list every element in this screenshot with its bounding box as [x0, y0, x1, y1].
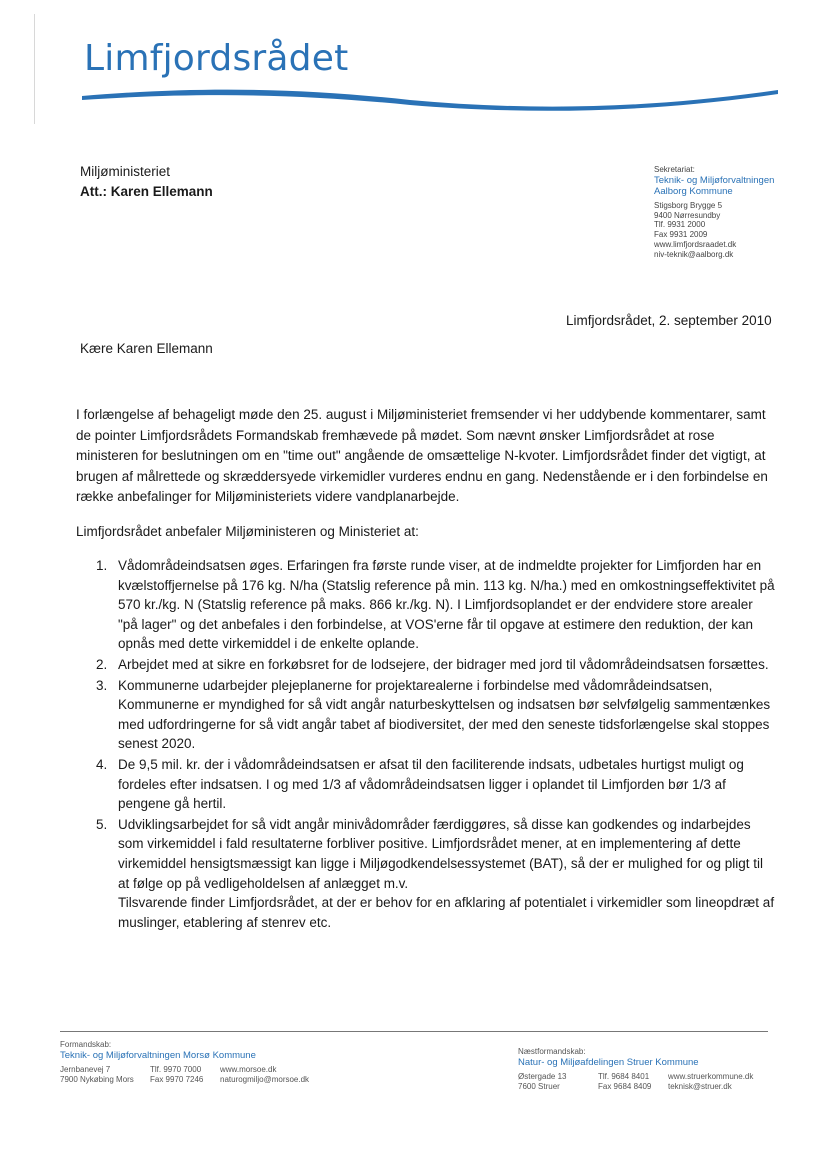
secretariat-fax: Fax 9931 2009	[654, 230, 708, 240]
secretariat-org1: Teknik- og Miljøforvaltningen	[654, 174, 775, 186]
footer-right-email: teknisk@struer.dk	[668, 1082, 732, 1091]
intro-paragraph: I forlængelse af behageligt møde den 25. august i Miljøministeriet fremsender vi her uddybende kommentarer, samt de pointer Limfjordsrådets Formandskab fremhævede på mødet. Som nævnt ønsker Limfjordsrådet at rose ministeren for beslutningen om en "time out" angående de omsættelige N-kvoter. Limfjordsrådet finder det vigtigt, at brugen af målrettede og skræddersyede virkemidler vurderes endnu en gang. Nedenstående er i den forbindelse en række anbefalinger for Miljøministeriets videre vandplanarbejde.	[76, 407, 768, 504]
footer-right-addr1: Østergade 13	[518, 1072, 567, 1081]
scan-edge-mark	[34, 14, 35, 124]
footer-left	[60, 1040, 309, 1085]
footer-right-phone: Tlf. 9684 8401	[598, 1072, 650, 1081]
list-item	[96, 556, 776, 654]
footer-left-web: www.morsoe.dk	[220, 1065, 277, 1074]
item-extra-text: Tilsvarende finder Limfjordsrådet, at der er behov for en afklaring af potentialet i virkemidler som lineopdræt af muslinger, etablering af stenrev etc.	[118, 895, 775, 930]
item-text: Vådområdeindsatsen øges. Erfaringen fra første runde viser, at de indmeldte projekter for Limfjorden har en kvælstoffjernelse på 176 kg. N/ha (Statslig reference på min. 113 kg. N/ha.) med en omkostningseffektivitet på 570 kr./kg. N (Statslig reference på maks. 866 kr./kg. N). I Limfjordsoplandet er der endvidere store arealer "på lager" og det anbefales i den forbindelse, at VOS'erne får til opgave at estimere den reduktion, der kan opnås med dette virkemiddel i de enkelte oplande.	[118, 558, 775, 652]
footer-left-label: Formandskab:	[60, 1040, 112, 1049]
footer-right-addr2: 7600 Struer	[518, 1082, 560, 1091]
recipient-attention: Att.: Karen Ellemann	[80, 184, 213, 199]
recommendation-lead: Limfjordsrådet anbefaler Miljøministeren og Ministeriet at:	[76, 524, 419, 539]
secretariat-email: niv-teknik@aalborg.dk	[654, 249, 734, 259]
secretariat-web: www.limfjordsraadet.dk	[654, 239, 737, 249]
list-item	[96, 655, 776, 675]
logo-title: Limfjordsrådet	[84, 38, 349, 79]
list-item	[96, 755, 776, 814]
letter-greeting: Kære Karen Ellemann	[80, 341, 213, 356]
footer-left-addr2: 7900 Nykøbing Mors	[60, 1075, 134, 1084]
footer-left-addr1: Jernbanevej 7	[60, 1065, 111, 1074]
item-number: 2.	[96, 656, 108, 672]
item-number: 3.	[96, 677, 108, 693]
secretariat-org2: Aalborg Kommune	[654, 185, 733, 197]
item-text: De 9,5 mil. kr. der i vådområdeindsatsen er afsat til den faciliterende indsats, udbetales hurtigst muligt og fordeles efter indsatsen. I og med 1/3 af vådområdeindsatsen ligger i oplandet til Limfjorden bør 1/3 af pengene gå hertil.	[118, 756, 744, 812]
secretariat-block	[654, 165, 774, 260]
footer-right	[518, 1047, 753, 1092]
footer-right-org: Natur- og Miljøafdelingen Struer Kommune	[518, 1057, 699, 1068]
item-text: Arbejdet med at sikre en forkøbsret for de lodsejere, der bidrager med jord til vådområdeindsatsen forsættes.	[118, 656, 769, 672]
footer-right-fax: Fax 9684 8409	[598, 1082, 652, 1091]
footer-left-fax: Fax 9970 7246	[150, 1075, 204, 1084]
item-text: Udviklingsarbejdet for så vidt angår minivådområder færdiggøres, så disse kan godkendes og indarbejdes som virkemiddel i fald resultaterne forbliver positive. Limfjordsrådet mener, at en implementering af dette virkemiddel hensigtsmæssigt kan ligge i Miljøgodkendelsessystemet (BAT), så der er mulighed for og pligt til at følge op på vedligeholdelsen af anlægget m.v.	[118, 816, 764, 891]
secretariat-phone: Tlf. 9931 2000	[654, 220, 706, 230]
footer-right-web: www.struerkommune.dk	[668, 1072, 754, 1081]
footer-left-org: Teknik- og Miljøforvaltningen Morsø Kommune	[60, 1050, 256, 1061]
item-number: 5.	[96, 816, 108, 832]
secretariat-label: Sekretariat:	[654, 165, 695, 174]
item-number: 1.	[96, 558, 108, 573]
list-item	[96, 676, 776, 754]
logo-wave	[80, 84, 780, 114]
footer-left-email: naturogmiljo@morsoe.dk	[220, 1075, 310, 1084]
secretariat-address1: Stigsborg Brygge 5	[654, 200, 723, 210]
item-number: 4.	[96, 756, 108, 772]
letter-dateline: Limfjordsrådet, 2. september 2010	[566, 313, 772, 328]
recipient-name: Miljøministeriet	[80, 164, 171, 179]
footer-divider	[60, 1031, 768, 1032]
secretariat-address2: 9400 Nørresundby	[654, 210, 721, 220]
footer-right-label: Næstformandskab:	[518, 1047, 586, 1056]
footer-left-phone: Tlf. 9970 7000	[150, 1065, 202, 1074]
recipient-block	[80, 162, 213, 202]
recommendation-list	[96, 556, 776, 933]
item-text: Kommunerne udarbejder plejeplanerne for projektarealerne i forbindelse med vådområdeindsatsen, Kommunerne er myndighed for så vidt angår naturbeskyttelsen og indsatsen bør selvfølgelig sammentænkes med udfordringerne for så vidt angår tabet af biodiversitet, der med den seneste tidsforlængelse skal stoppes senest 2020.	[118, 677, 771, 752]
list-item	[96, 815, 776, 933]
